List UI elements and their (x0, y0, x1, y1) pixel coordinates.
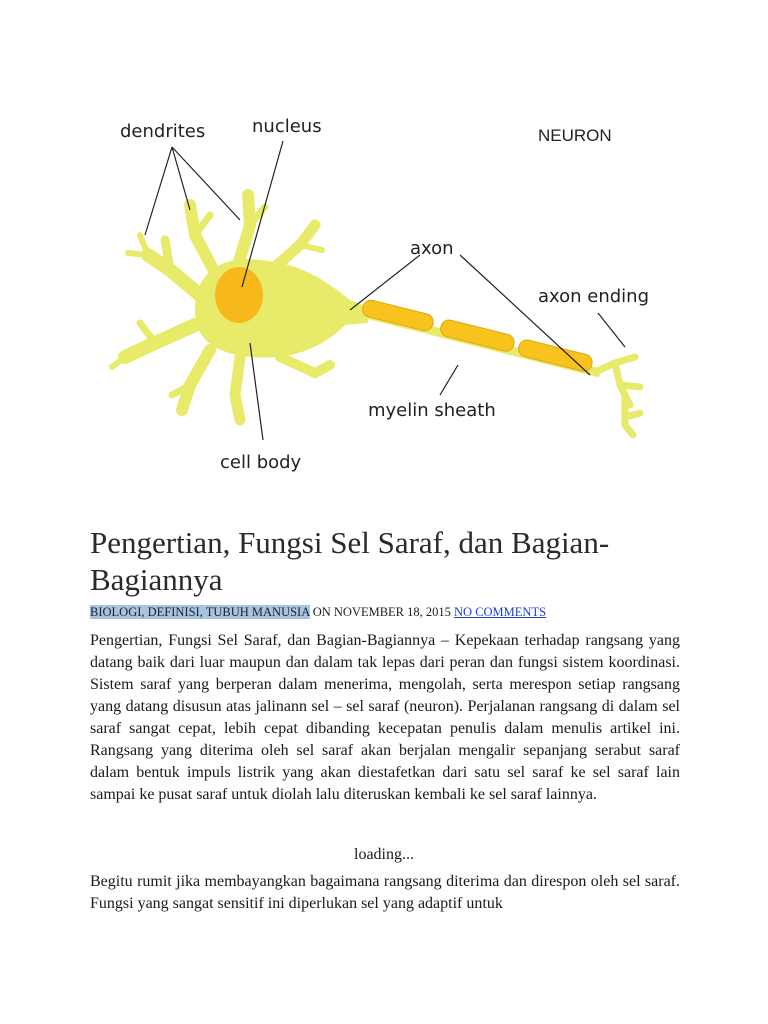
article-paragraph-1: Pengertian, Fungsi Sel Saraf, dan Bagian-Bagiannya – Kepekaan terhadap rangsang yang datang baik dari luar maupun dan dalam tak lepas dari peran dan fungsi sistem koordinasi. Sistem saraf yang berperan dalam menerima, mengolah, serta merespon setiap rangsang yang datang disusun atas jalinann sel – sel saraf (neuron). Perjalanan rangsang di dalam sel saraf sangat cepat, lebih cepat dibanding kecepatan penulis dalam menulis artikel ini. Rangsang yang diterima oleh sel saraf akan berjalan mengalir sepanjang serabut saraf dalam bentuk impuls listrik yang akan diestafetkan dari satu sel saraf ke sel saraf lain sampai ke pusat saraf untuk diolah lalu diteruskan kembali ke sel saraf lainnya. (90, 632, 680, 803)
myelin-sheath-shape (361, 299, 594, 373)
article-paragraph-2: Begitu rumit jika membayangkan bagaimana rangsang diterima dan direspon oleh sel saraf. Fungsi yang sangat sensitif ini diperlukan sel yang adaptif untuk (90, 873, 680, 912)
nucleus-shape (215, 267, 263, 323)
neuron-diagram-svg (100, 95, 680, 485)
comments-link[interactable]: NO COMMENTS (454, 605, 547, 619)
label-nucleus: nucleus (252, 116, 322, 137)
neuron-diagram (100, 95, 680, 485)
article-categories[interactable]: BIOLOGI, DEFINISI, TUBUH MANUSIA (90, 605, 310, 619)
label-axon-ending: axon ending (538, 286, 650, 307)
article-meta (90, 604, 546, 620)
article-date: ON NOVEMBER 18, 2015 (309, 605, 455, 619)
diagram-title: NEURON (538, 126, 612, 145)
label-cell-body: cell body (220, 452, 302, 473)
label-axon: axon (410, 238, 454, 259)
axon-ending-shape (595, 357, 640, 435)
label-dendrites: dendrites (120, 121, 206, 142)
article-title: Pengertian, Fungsi Sel Saraf, dan Bagian-Bagiannya (90, 525, 610, 597)
label-myelin-sheath: myelin sheath (368, 400, 496, 421)
loading-text: loading... (354, 846, 414, 863)
